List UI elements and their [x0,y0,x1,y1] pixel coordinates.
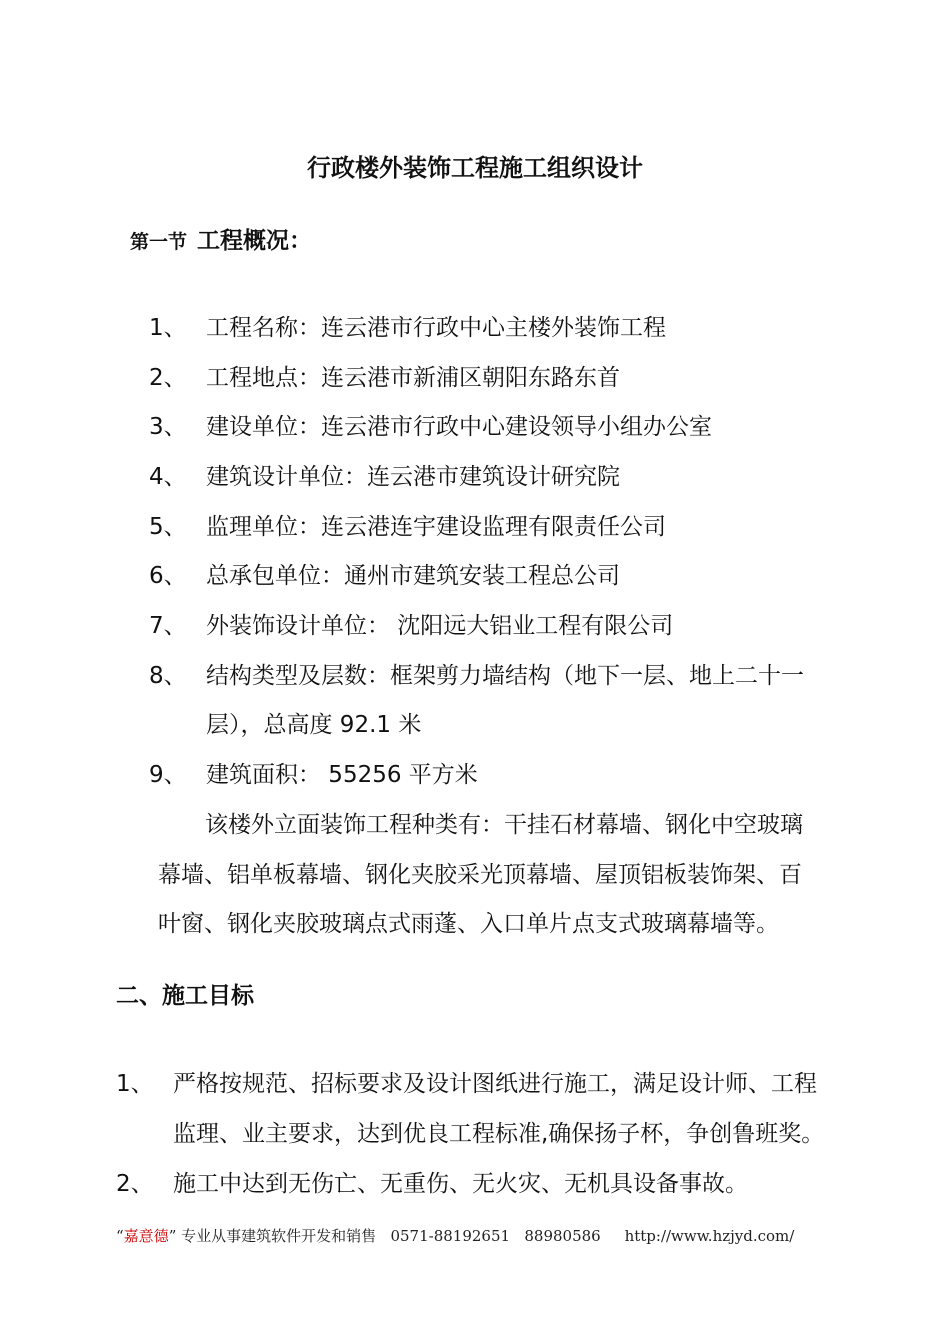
list-item-text: 监理单位：连云港连宇建设监理有限责任公司 [206,514,666,540]
list-item-text: 层），总高度 92.1 米 [206,712,422,738]
paragraph-line: 该楼外立面装饰工程种类有：干挂石材幕墙、钢化中空玻璃 [205,812,803,838]
list-item-number: 5、 [149,514,187,540]
paragraph-line: 叶窗、钢化夹胶玻璃点式雨蓬、入口单片点支式玻璃幕墙等。 [158,911,779,937]
list-item-number: 3、 [149,414,187,440]
list-item-text: 总承包单位：通州市建筑安装工程总公司 [206,563,620,589]
list-item-text: 工程名称：连云港市行政中心主楼外装饰工程 [206,315,666,341]
list-item-number: 9、 [149,762,187,788]
list-item-number: 6、 [149,563,187,589]
section-2-heading: 二、施工目标 [116,983,254,1009]
list-item-number: 7、 [149,613,187,639]
footer-brand: 嘉意德 [123,1227,169,1245]
page-footer [116,1225,794,1247]
footer-quote-close: ” [168,1227,177,1245]
footer-url-link[interactable]: http://www.hzjyd.com/ [624,1227,795,1245]
list-item-number: 1、 [116,1071,154,1097]
list-item-number: 1、 [149,315,187,341]
list-item-text: 建筑面积： 55256 平方米 [206,762,478,788]
list-item-text: 监理、业主要求，达到优良工程标准,确保扬子杯，争创鲁班奖。 [173,1121,825,1147]
list-item-number: 4、 [149,464,187,490]
list-item-text: 结构类型及层数：框架剪力墙结构（地下一层、地上二十一 [206,663,804,689]
document-title: 行政楼外装饰工程施工组织设计 [307,154,643,182]
paragraph-line: 幕墙、铝单板幕墙、钢化夹胶采光顶幕墙、屋顶铝板装饰架、百 [158,862,802,888]
footer-phone-2: 88980586 [524,1227,601,1245]
list-item-text: 建筑设计单位：连云港市建筑设计研究院 [206,464,620,490]
list-item-number: 2、 [116,1171,154,1197]
section-1-heading [130,225,312,259]
list-item-number: 8、 [149,663,187,689]
list-item-text: 施工中达到无伤亡、无重伤、无火灾、无机具设备事故。 [173,1171,748,1197]
list-item-number: 2、 [149,365,187,391]
footer-quote-open: “ [116,1227,124,1245]
footer-phone-1: 0571-88192651 [390,1227,511,1245]
section-1-label: 第一节 [130,231,188,253]
list-item-text: 建设单位：连云港市行政中心建设领导小组办公室 [206,414,712,440]
list-item-text: 外装饰设计单位： 沈阳远大铝业工程有限公司 [206,613,674,639]
list-item-text: 工程地点：连云港市新浦区朝阳东路东首 [206,365,620,391]
section-1-title: 工程概况： [197,228,313,254]
list-item-text: 严格按规范、招标要求及设计图纸进行施工，满足设计师、工程 [173,1071,817,1097]
footer-description: 专业从事建筑软件开发和销售 [181,1227,377,1245]
